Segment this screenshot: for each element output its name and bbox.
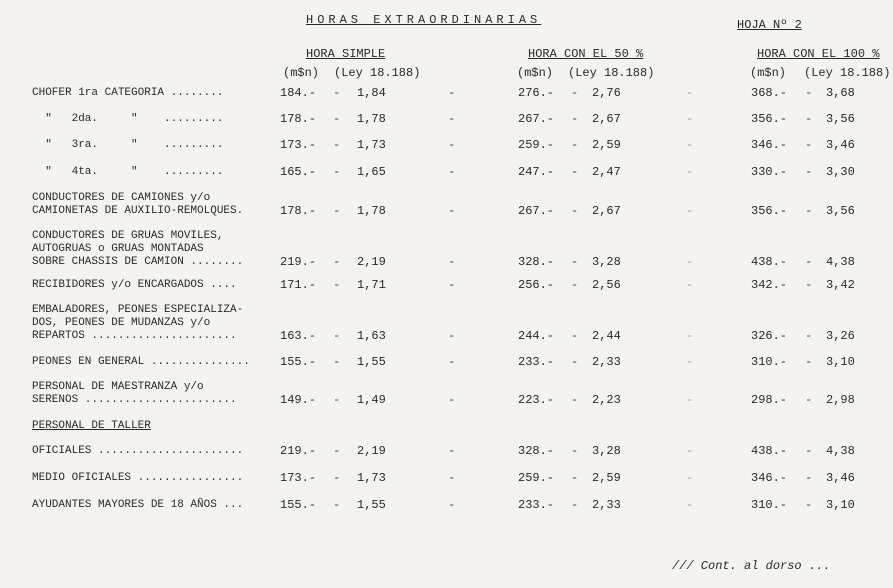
dash-separator: - bbox=[448, 471, 456, 485]
fifty-amount: 259.- bbox=[518, 471, 555, 485]
simple-amount: 178.- bbox=[280, 112, 317, 126]
fifty-amount: 256.- bbox=[518, 278, 555, 292]
dash-separator: - bbox=[805, 255, 813, 269]
dash-separator: - bbox=[448, 278, 456, 292]
hundred-law-value: 3,68 bbox=[826, 86, 855, 100]
fifty-amount: 328.- bbox=[518, 255, 555, 269]
dash-separator: - bbox=[571, 471, 579, 485]
simple-amount: 173.- bbox=[280, 138, 317, 152]
simple-law-value: 1,84 bbox=[357, 86, 386, 100]
fifty-amount: 233.- bbox=[518, 355, 555, 369]
dash-separator: - bbox=[571, 138, 579, 152]
fifty-amount: 267.- bbox=[518, 204, 555, 218]
dash-separator: - bbox=[448, 355, 456, 369]
simple-amount: 149.- bbox=[280, 393, 317, 407]
dash-separator: - bbox=[333, 278, 341, 292]
dash-separator: - bbox=[333, 86, 341, 100]
dash-separator: - bbox=[805, 112, 813, 126]
fifty-law-value: 3,28 bbox=[592, 444, 621, 458]
dash-separator: - bbox=[333, 498, 341, 512]
simple-law-value: 1,78 bbox=[357, 204, 386, 218]
hundred-amount: 438.- bbox=[751, 444, 788, 458]
simple-amount: 184.- bbox=[280, 86, 317, 100]
simple-law-value: 1,71 bbox=[357, 278, 386, 292]
hundred-law-value: 3,46 bbox=[826, 471, 855, 485]
fifty-amount: 223.- bbox=[518, 393, 555, 407]
row-label-line: " 2da. " ......... bbox=[32, 113, 224, 125]
fifty-law-value: 2,33 bbox=[592, 355, 621, 369]
dash-separator: - bbox=[686, 165, 694, 179]
dash-separator: - bbox=[571, 86, 579, 100]
fifty-law-value: 2,47 bbox=[592, 165, 621, 179]
section-taller-heading: PERSONAL DE TALLER bbox=[32, 420, 151, 432]
hundred-amount: 356.- bbox=[751, 112, 788, 126]
row-label bbox=[32, 139, 223, 152]
hundred-amount: 298.- bbox=[751, 393, 788, 407]
row-label bbox=[32, 499, 243, 512]
simple-amount: 171.- bbox=[280, 278, 317, 292]
dash-separator: - bbox=[686, 471, 694, 485]
dash-separator: - bbox=[686, 329, 694, 343]
row-label-line: SOBRE CHASSIS DE CAMION ........ bbox=[32, 256, 244, 268]
dash-separator: - bbox=[571, 355, 579, 369]
simple-amount: 155.- bbox=[280, 498, 317, 512]
row-label bbox=[32, 472, 243, 485]
fifty-amount: 267.- bbox=[518, 112, 555, 126]
unit-50: (m$n) bbox=[517, 66, 554, 80]
law-simple: (Ley 18.188) bbox=[334, 66, 421, 80]
hundred-amount: 326.- bbox=[751, 329, 788, 343]
hundred-amount: 356.- bbox=[751, 204, 788, 218]
dash-separator: - bbox=[571, 444, 579, 458]
fifty-law-value: 2,67 bbox=[592, 112, 621, 126]
row-label-line: EMBALADORES, PEONES ESPECIALIZA- bbox=[32, 304, 244, 316]
dash-separator: - bbox=[333, 204, 341, 218]
hundred-amount: 310.- bbox=[751, 355, 788, 369]
simple-law-value: 1,49 bbox=[357, 393, 386, 407]
row-label bbox=[32, 192, 243, 218]
dash-separator: - bbox=[805, 204, 813, 218]
dash-separator: - bbox=[448, 204, 456, 218]
dash-separator: - bbox=[448, 444, 456, 458]
hundred-law-value: 3,10 bbox=[826, 498, 855, 512]
hundred-law-value: 3,56 bbox=[826, 112, 855, 126]
dash-separator: - bbox=[448, 112, 456, 126]
row-label bbox=[32, 381, 237, 407]
hundred-law-value: 4,38 bbox=[826, 444, 855, 458]
dash-separator: - bbox=[805, 278, 813, 292]
simple-amount: 155.- bbox=[280, 355, 317, 369]
document-title: HORAS EXTRAORDINARIAS bbox=[306, 13, 542, 27]
dash-separator: - bbox=[571, 393, 579, 407]
dash-separator: - bbox=[686, 86, 694, 100]
row-label bbox=[32, 87, 223, 100]
dash-separator: - bbox=[805, 498, 813, 512]
simple-amount: 219.- bbox=[280, 255, 317, 269]
fifty-amount: 276.- bbox=[518, 86, 555, 100]
row-label-line: OFICIALES ...................... bbox=[32, 445, 244, 457]
col-header-100: HORA CON EL 100 % bbox=[757, 47, 880, 61]
row-label-line: PEONES EN GENERAL ............... bbox=[32, 356, 250, 368]
row-label bbox=[32, 304, 243, 343]
dash-separator: - bbox=[333, 138, 341, 152]
col-header-50: HORA CON EL 50 % bbox=[528, 47, 644, 61]
dash-separator: - bbox=[333, 355, 341, 369]
fifty-amount: 328.- bbox=[518, 444, 555, 458]
simple-law-value: 2,19 bbox=[357, 444, 386, 458]
row-label-line: MEDIO OFICIALES ................ bbox=[32, 472, 244, 484]
row-label-line: RECIBIDORES y/o ENCARGADOS .... bbox=[32, 279, 237, 291]
dash-separator: - bbox=[805, 165, 813, 179]
dash-separator: - bbox=[686, 112, 694, 126]
simple-law-value: 1,73 bbox=[357, 471, 386, 485]
dash-separator: - bbox=[448, 86, 456, 100]
hundred-law-value: 2,98 bbox=[826, 393, 855, 407]
dash-separator: - bbox=[571, 278, 579, 292]
simple-law-value: 1,55 bbox=[357, 498, 386, 512]
dash-separator: - bbox=[333, 165, 341, 179]
dash-separator: - bbox=[805, 355, 813, 369]
dash-separator: - bbox=[333, 112, 341, 126]
dash-separator: - bbox=[805, 86, 813, 100]
dash-separator: - bbox=[686, 278, 694, 292]
simple-amount: 163.- bbox=[280, 329, 317, 343]
row-label-line: AYUDANTES MAYORES DE 18 AÑOS ... bbox=[32, 499, 244, 511]
dash-separator: - bbox=[571, 112, 579, 126]
unit-simple: (m$n) bbox=[283, 66, 320, 80]
fifty-law-value: 3,28 bbox=[592, 255, 621, 269]
row-label-line: CONDUCTORES DE CAMIONES y/o bbox=[32, 192, 211, 204]
dash-separator: - bbox=[448, 138, 456, 152]
simple-law-value: 1,73 bbox=[357, 138, 386, 152]
dash-separator: - bbox=[805, 444, 813, 458]
simple-law-value: 1,78 bbox=[357, 112, 386, 126]
row-label bbox=[32, 166, 223, 179]
fifty-amount: 247.- bbox=[518, 165, 555, 179]
dash-separator: - bbox=[686, 498, 694, 512]
row-label-line: CHOFER 1ra CATEGORIA ........ bbox=[32, 87, 224, 99]
fifty-law-value: 2,76 bbox=[592, 86, 621, 100]
hundred-law-value: 3,30 bbox=[826, 165, 855, 179]
dash-separator: - bbox=[686, 444, 694, 458]
dash-separator: - bbox=[571, 498, 579, 512]
hundred-amount: 346.- bbox=[751, 471, 788, 485]
hundred-amount: 342.- bbox=[751, 278, 788, 292]
dash-separator: - bbox=[333, 393, 341, 407]
row-label-line: SERENOS ....................... bbox=[32, 394, 237, 406]
simple-law-value: 1,55 bbox=[357, 355, 386, 369]
simple-law-value: 1,65 bbox=[357, 165, 386, 179]
row-label-line: CAMIONETAS DE AUXILIO-REMOLQUES. bbox=[32, 205, 244, 217]
row-label-line: PERSONAL DE MAESTRANZA y/o bbox=[32, 381, 204, 393]
dash-separator: - bbox=[571, 165, 579, 179]
dash-separator: - bbox=[686, 204, 694, 218]
dash-separator: - bbox=[805, 471, 813, 485]
row-label bbox=[32, 356, 250, 369]
fifty-law-value: 2,59 bbox=[592, 138, 621, 152]
row-label bbox=[32, 279, 237, 292]
dash-separator: - bbox=[571, 204, 579, 218]
row-label-line: " 4ta. " ......... bbox=[32, 166, 224, 178]
simple-law-value: 2,19 bbox=[357, 255, 386, 269]
row-label-line: AUTOGRUAS o GRUAS MONTADAS bbox=[32, 243, 204, 255]
dash-separator: - bbox=[805, 138, 813, 152]
fifty-law-value: 2,56 bbox=[592, 278, 621, 292]
dash-separator: - bbox=[448, 329, 456, 343]
dash-separator: - bbox=[333, 471, 341, 485]
row-label-line: CONDUCTORES DE GRUAS MOVILES, bbox=[32, 230, 224, 242]
row-label bbox=[32, 230, 243, 269]
hundred-law-value: 3,46 bbox=[826, 138, 855, 152]
col-header-simple: HORA SIMPLE bbox=[306, 47, 386, 61]
dash-separator: - bbox=[686, 255, 694, 269]
dash-separator: - bbox=[571, 255, 579, 269]
dash-separator: - bbox=[448, 165, 456, 179]
dash-separator: - bbox=[686, 138, 694, 152]
hundred-amount: 346.- bbox=[751, 138, 788, 152]
dash-separator: - bbox=[571, 329, 579, 343]
sheet-number: HOJA Nº 2 bbox=[737, 18, 802, 32]
fifty-law-value: 2,67 bbox=[592, 204, 621, 218]
hundred-amount: 368.- bbox=[751, 86, 788, 100]
simple-amount: 173.- bbox=[280, 471, 317, 485]
fifty-amount: 244.- bbox=[518, 329, 555, 343]
continued-note: /// Cont. al dorso ... bbox=[672, 559, 831, 573]
simple-amount: 219.- bbox=[280, 444, 317, 458]
hundred-amount: 438.- bbox=[751, 255, 788, 269]
dash-separator: - bbox=[805, 393, 813, 407]
law-100: (Ley 18.188) bbox=[804, 66, 891, 80]
fifty-law-value: 2,44 bbox=[592, 329, 621, 343]
row-label bbox=[32, 445, 243, 458]
dash-separator: - bbox=[448, 498, 456, 512]
simple-law-value: 1,63 bbox=[357, 329, 386, 343]
hundred-law-value: 3,42 bbox=[826, 278, 855, 292]
fifty-law-value: 2,23 bbox=[592, 393, 621, 407]
hundred-amount: 310.- bbox=[751, 498, 788, 512]
fifty-amount: 233.- bbox=[518, 498, 555, 512]
row-label bbox=[32, 113, 223, 126]
simple-amount: 178.- bbox=[280, 204, 317, 218]
dash-separator: - bbox=[333, 444, 341, 458]
hundred-law-value: 4,38 bbox=[826, 255, 855, 269]
dash-separator: - bbox=[686, 355, 694, 369]
hundred-law-value: 3,10 bbox=[826, 355, 855, 369]
law-50: (Ley 18.188) bbox=[568, 66, 655, 80]
row-label-line: REPARTOS ...................... bbox=[32, 330, 237, 342]
dash-separator: - bbox=[333, 329, 341, 343]
simple-amount: 165.- bbox=[280, 165, 317, 179]
dash-separator: - bbox=[448, 255, 456, 269]
dash-separator: - bbox=[686, 393, 694, 407]
dash-separator: - bbox=[805, 329, 813, 343]
row-label-line: " 3ra. " ......... bbox=[32, 139, 224, 151]
hundred-amount: 330.- bbox=[751, 165, 788, 179]
dash-separator: - bbox=[448, 393, 456, 407]
fifty-law-value: 2,59 bbox=[592, 471, 621, 485]
row-label-line: DOS, PEONES DE MUDANZAS y/o bbox=[32, 317, 211, 329]
unit-100: (m$n) bbox=[750, 66, 787, 80]
fifty-amount: 259.- bbox=[518, 138, 555, 152]
dash-separator: - bbox=[333, 255, 341, 269]
hundred-law-value: 3,26 bbox=[826, 329, 855, 343]
fifty-law-value: 2,33 bbox=[592, 498, 621, 512]
hundred-law-value: 3,56 bbox=[826, 204, 855, 218]
